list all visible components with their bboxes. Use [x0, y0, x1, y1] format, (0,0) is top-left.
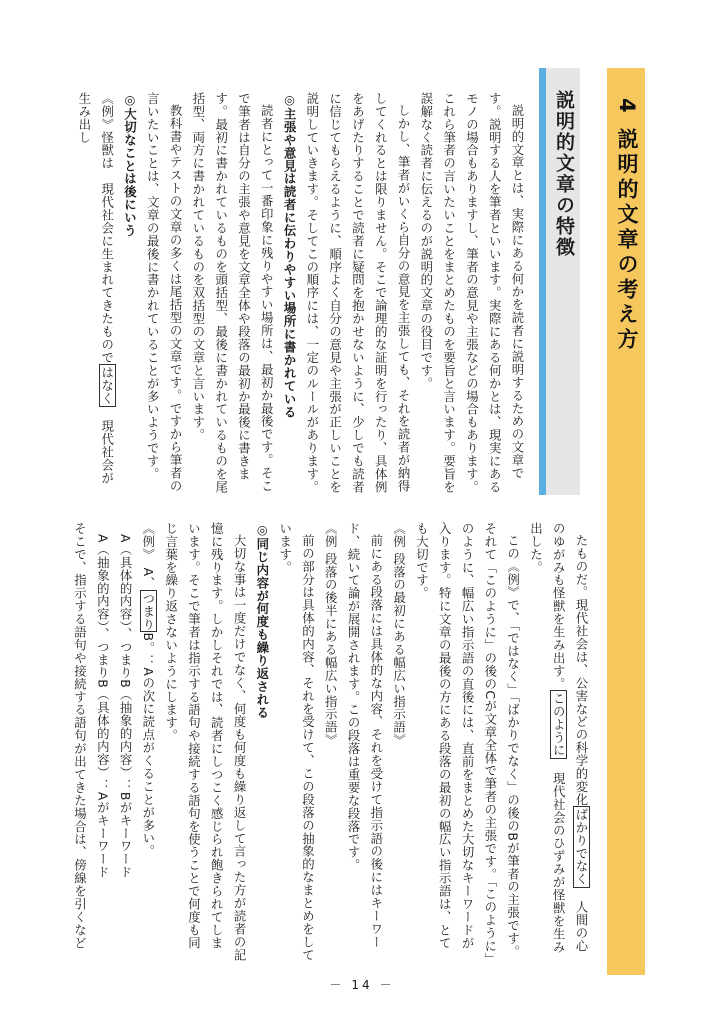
boxed-keyword: はなく: [99, 365, 115, 405]
paragraph-persuasion: しかし、筆者がいくら自分の意見を主張しても、それを読者が納得してくれるとは限りません。そこで論理的な証明を行ったり、具体例をあげたりすることで読者に疑問を抱かせないように、少しでも読者に信じてもらえるように、順序よく自分の意見や主張が正しいことを説明していきます。そしてこの順序には、一定のルールがあります。: [304, 92, 412, 494]
example-kaiju-continued: [524, 522, 592, 962]
example-heading-paragraph-end: 《例 段落の後半にある幅広い指示語》: [323, 522, 339, 747]
paragraph-structure-types: 読者にとって一番印象に残りやすい場所は、最初か最後です。そこで筆者は自分の主張や意見を文章全体や段落の最初か最後に書きます。最初に書かれているものを頭括型、最後に書かれているものを尾括型、両方に書かれているものを双括型の文章と言います。: [190, 92, 275, 494]
example-text-c: 現代社会が生み出し: [76, 92, 115, 485]
paragraph-example-explanation: この《例》で、「ではなく」「ばかりでなく」の後のBが筆者の主張です。それて「このように」の後のCが文章全体で筆者の主張です。「このように」のように、幅広い指示語の直後には、直前をまとめた大切なキーワードが入ります。特に文章の最後の方にある段落の最初の幅広い指示語は、とても大切です。: [414, 522, 521, 960]
paragraph-repetition: 大切な事は一度だけでなく、何度も何度も繰り返して言った方が読者の記憶に残ります。しかしそれでは、読者にしつこく感じられ飽きられてしまいます。そこで筆者は指示する語句や接続する語句を使うことで何度も同じ言葉を繰り返さないようにします。: [163, 522, 248, 962]
example-cont-b: 人間の心のゆがみも怪獣を生み出す。: [551, 522, 589, 953]
paragraph-definition: 説明的文章とは、実際にある何かを読者に説明するための文章です。説明する人を筆者といいます。実際にある何かとは、現実にあるモノの場合もありますし、筆者の意見や主張などの場合もあります。これら筆者の言いたいことをまとめたものを要旨と言います。要旨を誤解なく読者に伝えるのが説明的文章の役目です。: [418, 92, 525, 494]
upper-text-column: [76, 92, 528, 497]
example-tsumari-line2: A（具体的内容）、つまりB（抽象的内容）：Bがキーワード: [118, 534, 134, 880]
chapter-title: 4 説明的文章の考え方: [615, 98, 639, 353]
example-body-paragraph-end: 前の部分は具体的内容、それを受けて、この段落の抽象的なまとめをしています。: [277, 522, 316, 962]
example-cont-c: 現代社会のひずみが怪獣を生み出した。: [528, 522, 567, 954]
heading-main-point-location: ◎主張や意見は読者に伝わりやすい場所に書かれている: [282, 92, 298, 419]
example-label: 《例》: [99, 92, 115, 131]
heading-repetition: ◎同じ内容が何度も繰り返される: [254, 522, 270, 719]
lower-text-column: [72, 522, 592, 962]
boxed-keyword: ばかりでなく: [574, 808, 589, 887]
example-tsumari-b: B。：Aの次に読点がくることが多い。: [140, 632, 156, 858]
example-text-a: 怪獣は: [99, 130, 115, 170]
paragraph-closing: そこで、指示する語句や接続する語句が出てきた場合は、傍線を引くなど: [72, 522, 88, 950]
example-body-paragraph-start: 前にある段落には具体的な内容、それを受けて指示語の後にはキーワード、続いて論が展開されます。この段落は重要な段落です。: [346, 522, 384, 949]
section-accent-bar: [539, 68, 546, 495]
example-heading-paragraph-start: 《例 段落の最初にある幅広い指示語》: [391, 522, 407, 747]
heading-important-last: ◎大切なことは後にいう: [122, 92, 138, 238]
example-cont-a: たものだ。現代社会は、公害などの科学的変化: [574, 534, 589, 807]
example-tsumari-line3: A（抽象的内容）、つまりB（具体的内容）：Aがキーワード: [95, 534, 111, 880]
paragraph-textbook-tail: 教科書やテストの文章の多くは尾括型の文章です。ですから筆者の言いたいことは、文章の最後に書かれていることが多いようです。: [145, 92, 184, 493]
example-text-b: 現代社会に生まれてきたもので: [99, 182, 115, 364]
boxed-keyword: つまり: [140, 591, 156, 631]
example-tsumari-a: A、: [140, 567, 156, 590]
page-number: － 14 －: [329, 978, 395, 992]
boxed-keyword: このように: [551, 692, 567, 758]
example-kaiju: [72, 92, 118, 497]
section-title: 説明的文章の特徴: [553, 90, 575, 258]
example-label: 《例》: [140, 522, 156, 555]
example-tsumari: [136, 522, 159, 962]
